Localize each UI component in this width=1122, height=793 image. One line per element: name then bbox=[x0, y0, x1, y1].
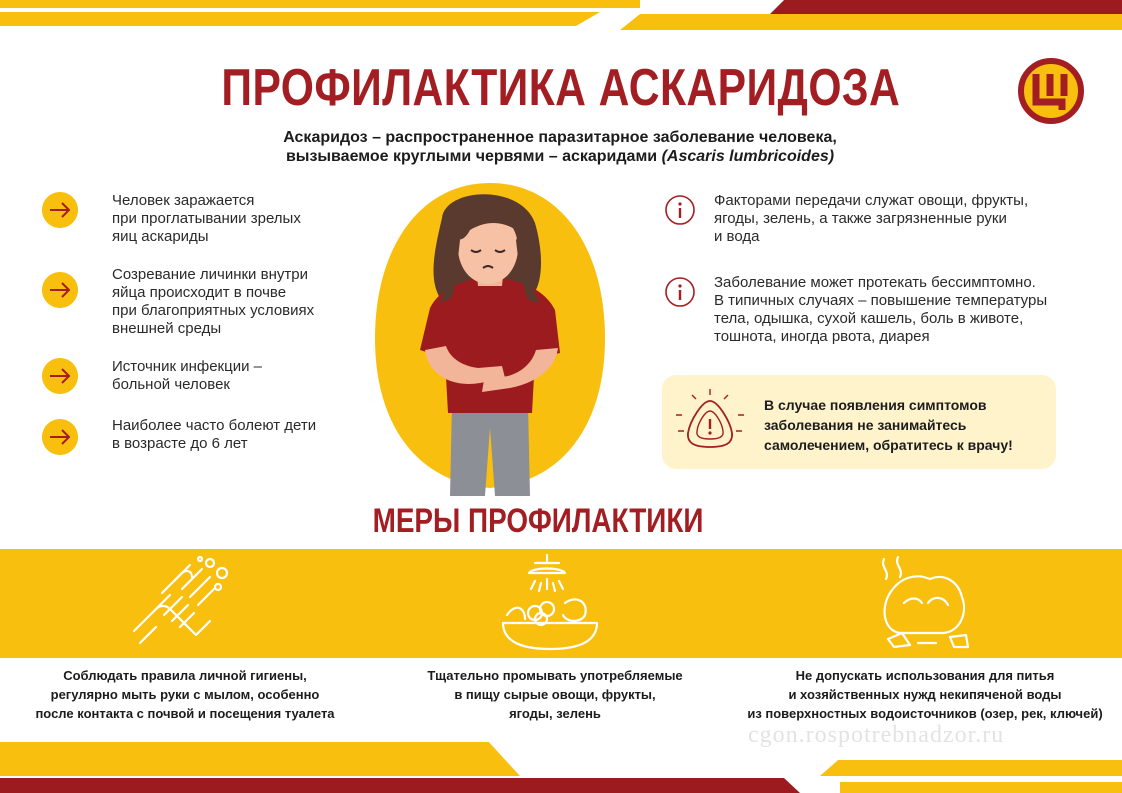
measure-text: Соблюдать правила личной гигиены, регулярно мыть руки с мылом, особенно после контакта с почвой и посещения туалета bbox=[35, 668, 335, 721]
top-yellow-band bbox=[0, 12, 600, 26]
fact-text: Факторами передачи служат овощи, фрукты, ягоды, зелень, а также загрязненные руки и вода bbox=[714, 192, 1029, 245]
top-yellow-stripe bbox=[0, 0, 640, 8]
measures-title: МЕРЫ ПРОФИЛАКТИКИ bbox=[372, 502, 704, 540]
page-title: ПРОФИЛАКТИКА АСКАРИДОЗА bbox=[221, 59, 901, 117]
rospotrebnadzor-logo bbox=[1016, 56, 1086, 126]
measure-text: Тщательно промывать употребляемые в пищу сырые овощи, фрукты, ягоды, зелень bbox=[427, 668, 683, 721]
bottom-red-stripe bbox=[0, 778, 800, 793]
fact-text: Человек заражается при проглатывании зрелых яиц аскариды bbox=[112, 192, 301, 245]
subtitle-latin-name: (Ascaris lumbricoides) bbox=[661, 148, 835, 165]
info-icon bbox=[664, 194, 696, 226]
fact-text: Созревание личинки внутри яйца происходит в почве при благоприятных условиях внешней среды bbox=[112, 266, 315, 337]
subtitle-line-1: Аскаридоз – распространенное паразитарное заболевание человека, bbox=[283, 129, 837, 146]
warning-text: В случае появления симптомов заболевания не занимайтесь самолечением, обратитесь к врачу! bbox=[764, 397, 1013, 453]
hand-washing-icon bbox=[126, 553, 236, 653]
arrow-right-icon bbox=[42, 358, 78, 394]
arrow-right-icon bbox=[42, 272, 78, 308]
fact-text: Источник инфекции – больной человек bbox=[112, 358, 262, 393]
arrow-right-icon bbox=[42, 192, 78, 228]
bottom-right-yellow-stripe bbox=[840, 782, 1122, 793]
measure-text: Не допускать использования для питья и хозяйственных нужд некипяченой воды из поверхностных водоисточников (озер, рек, ключей) bbox=[747, 668, 1103, 721]
top-red-stripe bbox=[770, 0, 1122, 14]
warning-box bbox=[662, 375, 1056, 469]
fact-text: Наиболее часто болеют дети в возрасте до 6 лет bbox=[112, 417, 317, 452]
bottom-right-yellow-band bbox=[820, 760, 1122, 776]
info-icon bbox=[664, 276, 696, 308]
watermark: cgon.rospotrebnadzor.ru bbox=[748, 722, 1005, 748]
fact-text: Заболевание может протекать бессимптомно. В типичных случаях – повышение температуры тела, одышка, сухой кашель, боль в животе, тошнота, иногда рвота, диарея bbox=[714, 274, 1048, 345]
washing-produce-icon bbox=[495, 553, 605, 653]
subtitle-line-2: вызываемое круглыми червями – аскаридами bbox=[285, 148, 658, 165]
bottom-yellow-band bbox=[0, 742, 520, 776]
arrow-right-icon bbox=[42, 419, 78, 455]
measures-icon-band bbox=[0, 549, 1122, 658]
sick-girl-illustration bbox=[370, 178, 610, 498]
subtitle bbox=[250, 128, 870, 166]
warning-icon bbox=[670, 387, 750, 459]
boiling-water-icon bbox=[870, 553, 980, 653]
top-right-yellow-band bbox=[620, 14, 1122, 30]
